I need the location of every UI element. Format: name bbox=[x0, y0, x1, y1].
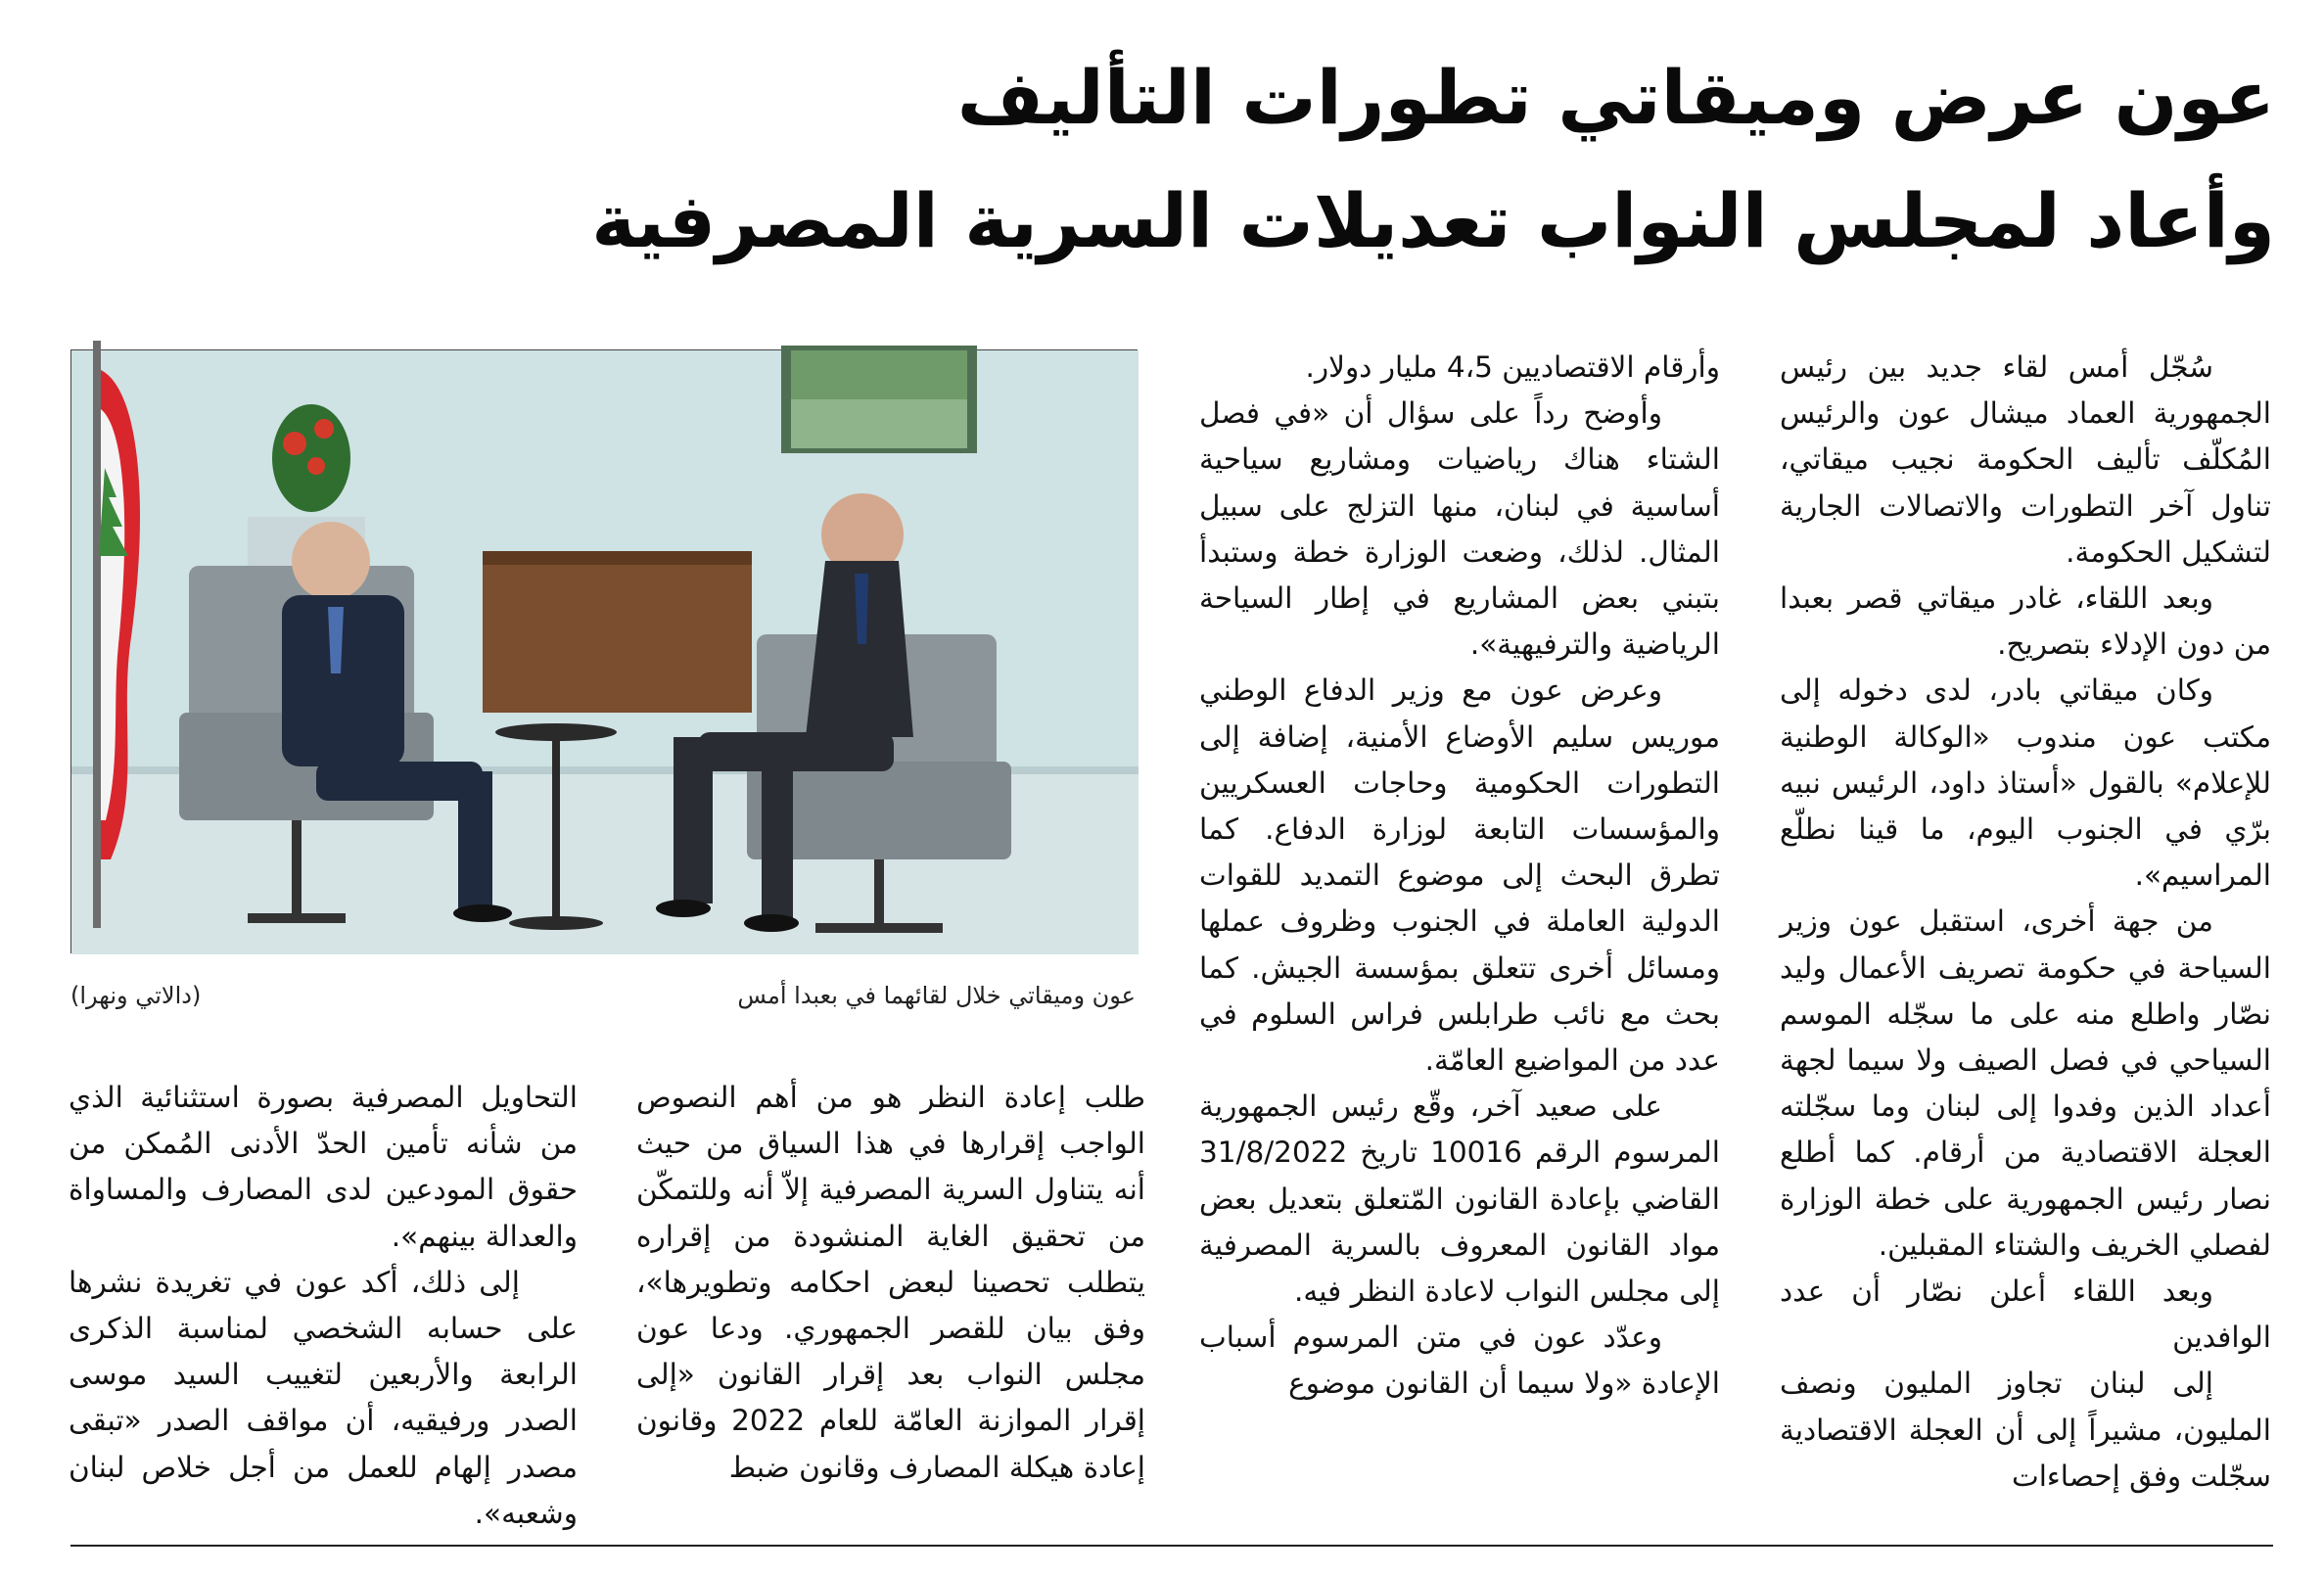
headline-line-1: عون عرض وميقاتي تطورات التأليف bbox=[956, 54, 2275, 141]
paragraph: طلب إعادة النظر هو من أهم النصوص الواجب إقرارها في هذا السياق من حيث أنه يتناول السرية المصرفية إلاّ أنه وللتمكّن من تحقيق الغاية المنشودة من إقراره يتطلب تحصينا لبعض احكامه وتطويرها»، وفق بيان للقصر الجمهوري. ودعا عون مجلس النواب بعد إقرار القانون «إلى إقرار الموازنة العامّة للعام 2022 وقانون إعادة هيكلة المصارف وقانون ضبط bbox=[636, 1081, 1146, 1484]
paragraph: وبعد اللقاء، غادر ميقاتي قصر بعبدا من دون الإدلاء بتصريح. bbox=[1780, 581, 2271, 662]
paragraph: إلى لبنان تجاوز المليون ونصف المليون، مشيراً إلى أن العجلة الاقتصادية سجّلت وفق إحصاءات bbox=[1780, 1367, 2271, 1493]
paragraph: وعدّد عون في متن المرسوم أسباب الإعادة «ولا سيما أن القانون موضوع bbox=[1199, 1320, 1720, 1401]
paragraph: وأرقام الاقتصاديين 4،5 مليار دولار. bbox=[1305, 350, 1720, 384]
article-column-right bbox=[1780, 345, 2271, 1493]
paragraph: وكان ميقاتي بادر، لدى دخوله إلى مكتب عون مندوب «الوكالة الوطنية للإعلام» بالقول «أستاذ داود، الرئيس نبيه برّي في الجنوب اليوم، ما قينا نطلّع المراسيم». bbox=[1780, 673, 2271, 893]
article-column-bottom-right bbox=[636, 1075, 1145, 1506]
paragraph: وبعد اللقاء أعلن نصّار أن عدد الوافدين bbox=[1780, 1274, 2271, 1355]
paragraph: سُجّل أمس لقاء جديد بين رئيس الجمهورية العماد ميشال عون والرئيس المُكلّف تأليف الحكومة نجيب ميقاتي، تناول آخر التطورات والاتصالات الجارية لتشكيل الحكومة. bbox=[1780, 350, 2271, 569]
paragraph: إلى ذلك، أكد عون في تغريدة نشرها على حسابه الشخصي لمناسبة الذكرى الرابعة والأربعين لتغييب السيد موسى الصدر ورفيقيه، أن مواقف الصدر «تبقى مصدر إلهام للعمل من أجل خلاص لبنان وشعبه». bbox=[69, 1265, 578, 1530]
article-column-bottom-left bbox=[69, 1075, 578, 1530]
bottom-rule bbox=[70, 1545, 2273, 1547]
article-column-middle bbox=[1199, 345, 1720, 1490]
paragraph: وأوضح رداً على سؤال أن «في فصل الشتاء هناك رياضيات ومشاريع سياحية أساسية في لبنان، منها التزلج على سبيل المثال. لذلك، وضعت الوزارة خطة وستبدأ بتبني بعض المشاريع في إطار السياحة الرياضية والترفيهية». bbox=[1199, 396, 1720, 662]
headline-line-2: وأعاد لمجلس النواب تعديلات السرية المصرفية bbox=[591, 177, 2275, 264]
paragraph: من جهة أخرى، استقبل عون وزير السياحة في حكومة تصريف الأعمال وليد نصّار واطلع منه على ما سجّله الموسم السياحي في فصل الصيف ولا سيما لجهة أعداد الذين وفدوا إلى لبنان وما سجّلته العجلة الاقتصادية من أرقام. كما أطلع نصار رئيس الجمهورية على خطة الوزارة لفصلي الخريف والشتاء المقبلين. bbox=[1780, 904, 2271, 1262]
news-photo bbox=[70, 349, 1138, 953]
paragraph: على صعيد آخر، وقّع رئيس الجمهورية المرسوم الرقم 10016 تاريخ 31/8/2022 القاضي بإعادة القانون المّتعلق بتعديل بعض مواد القانون المعروف بالسرية المصرفية إلى مجلس النواب لاعادة النظر فيه. bbox=[1199, 1089, 1720, 1309]
photo-credit: (دالاتي ونهرا) bbox=[70, 982, 202, 1009]
paragraph: وعرض عون مع وزير الدفاع الوطني موريس سليم الأوضاع الأمنية، إضافة إلى التطورات الحكومية وحاجات العسكريين والمؤسسات التابعة لوزارة الدفاع. كما تطرق البحث إلى موضوع التمديد للقوات الدولية العاملة في الجنوب وظروف عملها ومسائل أخرى تتعلق بمؤسسة الجيش. كما بحث مع نائب طرابلس فراس السلوم في عدد من المواضيع العامّة. bbox=[1199, 673, 1720, 1078]
paragraph: التحاويل المصرفية بصورة استثنائية الذي من شأنه تأمين الحدّ الأدنى المُمكن من حقوق المودعين لدى المصارف والمساواة والعدالة بينهم». bbox=[69, 1081, 578, 1253]
photo-caption: عون وميقاتي خلال لقائهما في بعبدا أمس bbox=[737, 982, 1136, 1009]
photo-illustration bbox=[71, 350, 1139, 954]
